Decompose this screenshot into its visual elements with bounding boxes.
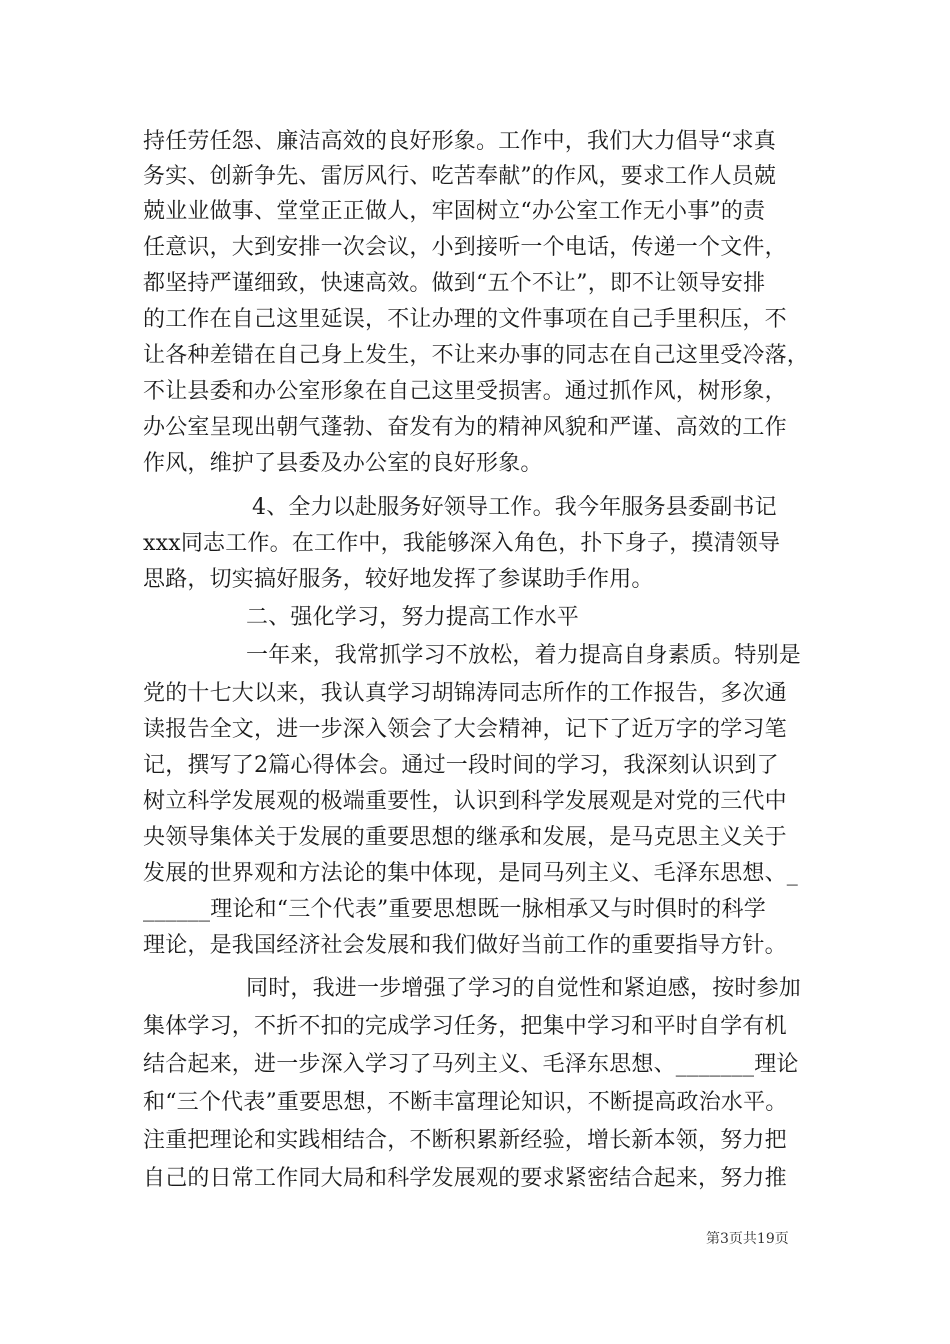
- paragraph-first-line: 一年来，我常抓学习不放松，着力提高自身素质。特别是: [246, 643, 802, 668]
- body-text-line: 不让县委和办公室形象在自己这里受损害。通过抓作风，树形象，: [143, 379, 787, 404]
- body-text-line: 让各种差错在自己身上发生，不让来办事的同志在自己这里受冷落，: [143, 343, 810, 368]
- numbered-item-4-heading: 4、全力以赴服务好领导工作。我今年服务县委副书记: [252, 495, 777, 520]
- body-text-line: 理论，是我国经济社会发展和我们做好当前工作的重要指导方针。: [143, 933, 787, 958]
- body-text-line: 集体学习，不折不扣的完成学习任务，把集中学习和平时自学有机: [143, 1014, 787, 1039]
- body-text-line: 作风，维护了县委及办公室的良好形象。: [143, 451, 543, 476]
- body-text-line: 记，撰写了2篇心得体会。通过一段时间的学习，我深刻认识到了: [143, 753, 779, 778]
- body-text-line: 任意识，大到安排一次会议，小到接听一个电话，传递一个文件，: [143, 235, 787, 260]
- body-text-line: 注重把理论和实践相结合，不断积累新经验，增长新本领，努力把: [143, 1128, 787, 1153]
- section-heading: 二、强化学习，努力提高工作水平: [246, 605, 580, 630]
- body-text-line: 自己的日常工作同大局和科学发展观的要求紧密结合起来，努力推: [143, 1166, 787, 1191]
- body-text-line: 办公室呈现出朝气蓬勃、奋发有为的精神风貌和严谨、高效的工作: [143, 415, 787, 440]
- body-text-line: 兢业业做事、堂堂正正做人，牢固树立“办公室工作无小事”的责: [143, 199, 766, 224]
- body-text-line: 的工作在自己这里延误，不让办理的文件事项在自己手里积压，不: [143, 307, 787, 332]
- body-text-line: 党的十七大以来，我认真学习胡锦涛同志所作的工作报告，多次通: [143, 681, 787, 706]
- body-text-line: 和“三个代表”重要思想，不断丰富理论知识，不断提高政治水平。: [143, 1090, 788, 1115]
- body-text-line: xxx同志工作。在工作中，我能够深入角色，扑下身子，摸清领导: [143, 531, 781, 556]
- body-text-line: 央领导集体关于发展的重要思想的继承和发展，是马克思主义关于: [143, 825, 787, 850]
- body-text-line: 务实、创新争先、雷厉风行、吃苦奉献”的作风，要求工作人员兢: [143, 164, 777, 189]
- paragraph-first-line: 同时，我进一步增强了学习的自觉性和紧迫感，按时参加: [246, 976, 802, 1001]
- body-text-line: 读报告全文，进一步深入领会了大会精神，记下了近万字的学习笔: [143, 717, 787, 742]
- body-text-line: ______理论和“三个代表”重要思想既一脉相承又与时俱时的科学: [143, 897, 766, 922]
- body-text-line: 持任劳任怨、廉洁高效的良好形象。工作中，我们大力倡导“求真: [143, 129, 777, 154]
- page-number-footer: 第3页共19页: [706, 1231, 789, 1247]
- body-text-line: 结合起来，进一步深入学习了马列主义、毛泽东思想、_______理论: [143, 1052, 799, 1077]
- body-text-line: 发展的世界观和方法论的集中体现，是同马列主义、毛泽东思想、_: [143, 861, 799, 886]
- body-text-line: 都坚持严谨细致，快速高效。做到“五个不让”，即不让领导安排: [143, 271, 766, 296]
- body-text-line: 思路，切实搞好服务，较好地发挥了参谋助手作用。: [143, 567, 654, 592]
- body-text-line: 树立科学发展观的极端重要性，认识到科学发展观是对党的三代中: [143, 789, 787, 814]
